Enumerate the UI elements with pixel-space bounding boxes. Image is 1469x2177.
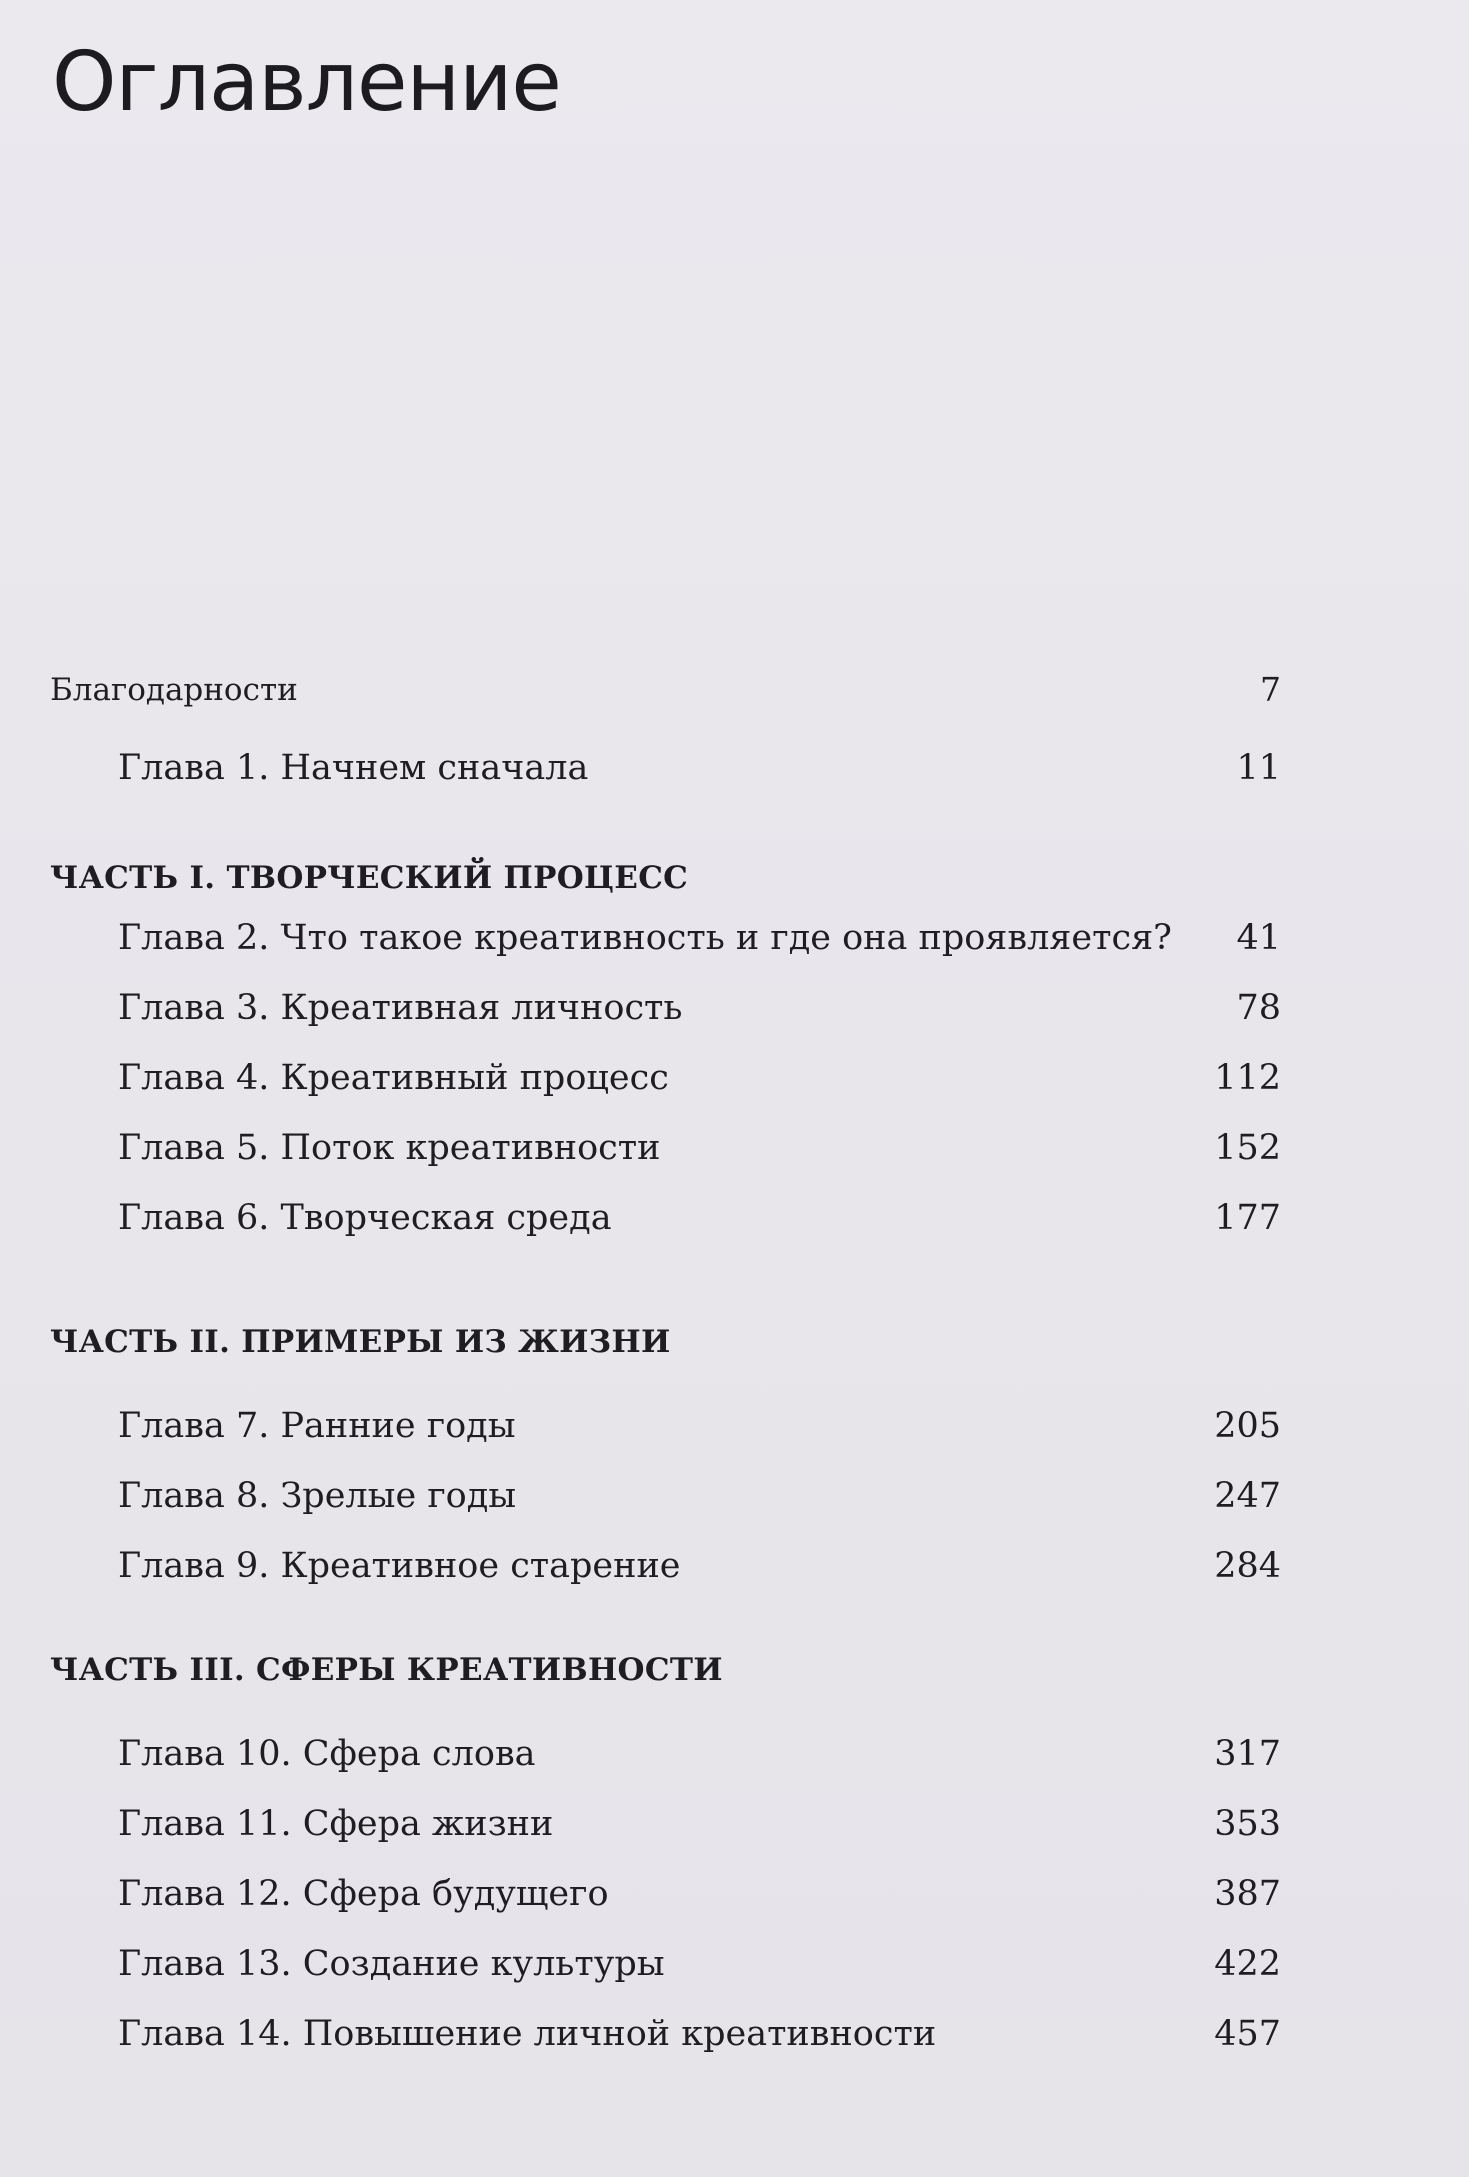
toc-entry [0, 1118, 1469, 1178]
toc-entry-title: Глава 12. Сфера будущего [118, 1874, 609, 1914]
toc-entry-title: Благодарности [50, 672, 298, 708]
toc-entry [0, 1048, 1469, 1108]
toc-entry-title: Глава 10. Сфера слова [118, 1734, 536, 1774]
toc-entry [0, 908, 1469, 968]
toc-entry-title: Глава 9. Креативное старение [118, 1546, 681, 1586]
toc-entry-title: Глава 11. Сфера жизни [118, 1804, 554, 1844]
toc-page-number: 41 [1236, 918, 1281, 958]
toc-entry-title: Глава 2. Что такое креативность и где она проявляется? [118, 918, 1172, 958]
toc-page-number: 11 [1236, 748, 1281, 788]
toc-entry-title: Глава 1. Начнем сначала [118, 748, 589, 788]
toc-entry [0, 660, 1469, 720]
toc-entry [0, 978, 1469, 1038]
toc-entry [0, 1724, 1469, 1784]
toc-page-number: 205 [1214, 1406, 1281, 1446]
toc-page-number: 152 [1214, 1128, 1281, 1168]
toc-page-number: 112 [1214, 1058, 1281, 1098]
toc-entry-title: ЧАСТЬ II. ПРИМЕРЫ ИЗ ЖИЗНИ [50, 1324, 671, 1360]
toc-entry-title: ЧАСТЬ I. ТВОРЧЕСКИЙ ПРОЦЕСС [50, 860, 689, 896]
toc-entry-title: Глава 4. Креативный процесс [118, 1058, 669, 1098]
toc-entry-title: ЧАСТЬ III. СФЕРЫ КРЕАТИВНОСТИ [50, 1652, 723, 1688]
toc-entry-title: Глава 7. Ранние годы [118, 1406, 516, 1446]
toc-entry [0, 1934, 1469, 1994]
toc-entry-title: Глава 13. Создание культуры [118, 1944, 665, 1984]
toc-entry-title: Глава 3. Креативная личность [118, 988, 683, 1028]
toc-entry [0, 1536, 1469, 1596]
toc-entry-title: Глава 6. Творческая среда [118, 1198, 612, 1238]
toc-entry [0, 738, 1469, 798]
toc-page-number: 78 [1236, 988, 1281, 1028]
toc-entry [0, 1864, 1469, 1924]
toc-entry [0, 2004, 1469, 2064]
toc-part-heading [0, 1312, 1469, 1372]
toc-page-number: 247 [1214, 1476, 1281, 1516]
toc-part-heading [0, 848, 1469, 908]
toc-page-number: 177 [1214, 1198, 1281, 1238]
page-title: Оглавление [52, 35, 561, 130]
toc-entry-title: Глава 14. Повышение личной креативности [118, 2014, 937, 2054]
toc-entry [0, 1466, 1469, 1526]
toc-page-number: 317 [1214, 1734, 1281, 1774]
toc-page-number: 353 [1214, 1804, 1281, 1844]
toc-page-number: 422 [1214, 1944, 1281, 1984]
toc-entry-title: Глава 5. Поток креативности [118, 1128, 661, 1168]
toc-entry [0, 1396, 1469, 1456]
toc-part-heading [0, 1640, 1469, 1700]
toc-page-number: 7 [1260, 670, 1281, 709]
toc-page-number: 387 [1214, 1874, 1281, 1914]
toc-entry [0, 1188, 1469, 1248]
toc-entry-title: Глава 8. Зрелые годы [118, 1476, 517, 1516]
toc-entry [0, 1794, 1469, 1854]
toc-page-number: 284 [1214, 1546, 1281, 1586]
toc-page-number: 457 [1214, 2014, 1281, 2054]
